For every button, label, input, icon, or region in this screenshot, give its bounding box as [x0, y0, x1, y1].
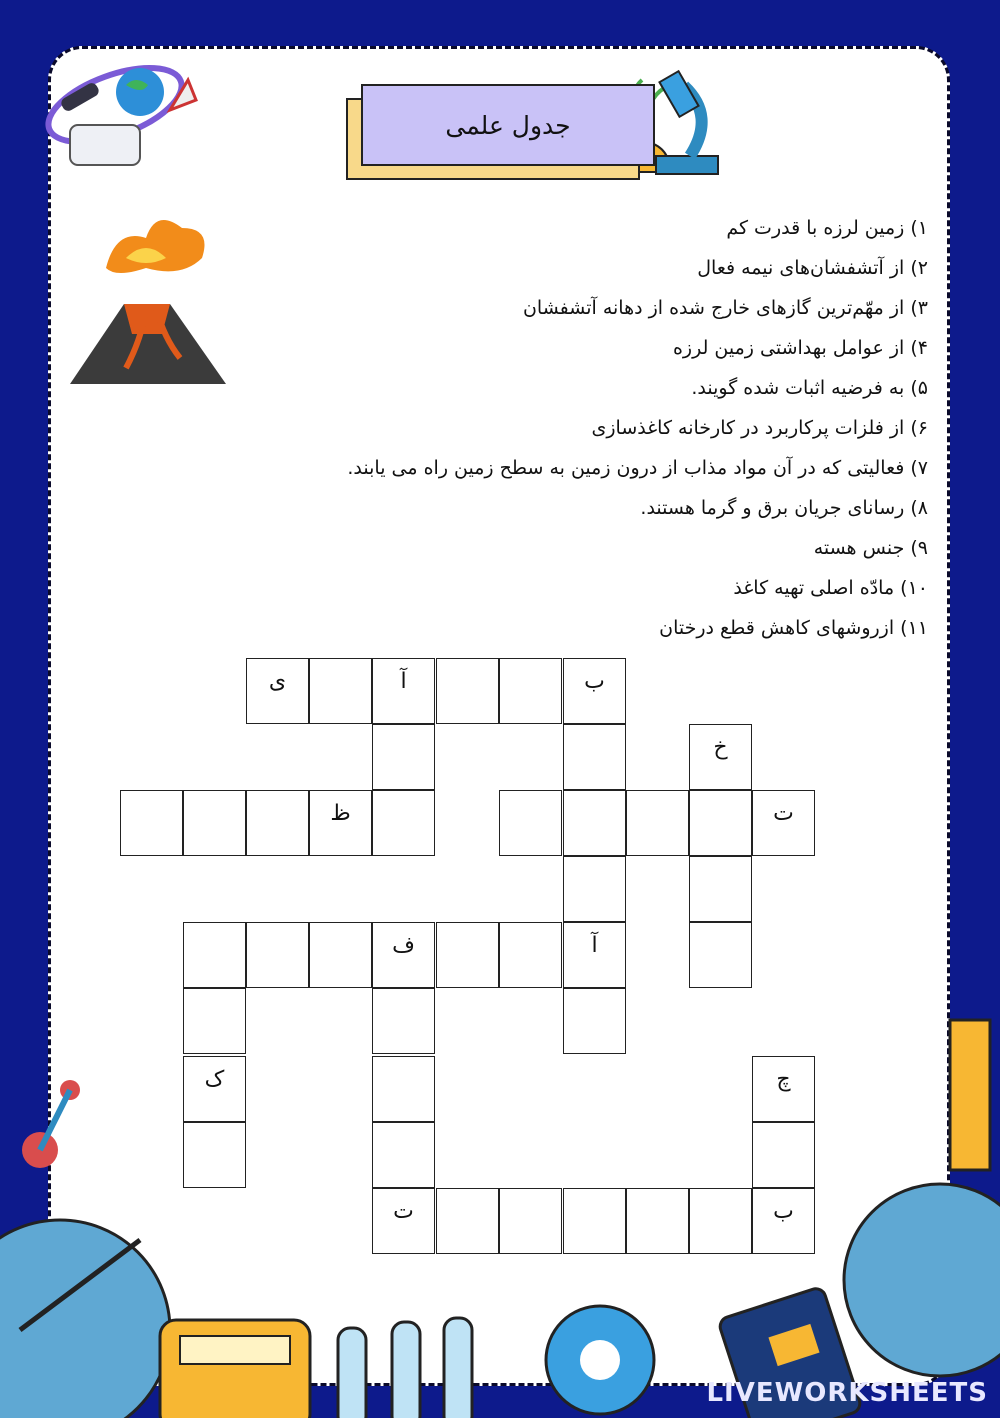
- letter-input[interactable]: [184, 989, 249, 1055]
- crossword-cell-input[interactable]: [372, 1122, 435, 1188]
- letter-input[interactable]: [564, 989, 629, 1055]
- volcano-icon: [66, 208, 230, 390]
- letter-input[interactable]: [437, 659, 502, 725]
- crossword-cell-given: [372, 658, 435, 724]
- crossword-cell-input[interactable]: [689, 856, 752, 922]
- crossword-cell-input[interactable]: [436, 658, 499, 724]
- letter-input[interactable]: [437, 923, 502, 989]
- given-letter: ف: [392, 933, 415, 958]
- crossword-cell-input[interactable]: [120, 790, 183, 856]
- crossword-cell-input[interactable]: [689, 922, 752, 988]
- crossword-cell-given: [752, 790, 815, 856]
- watermark-logo: LIVEWORKSHEETS: [706, 1378, 988, 1408]
- crossword-cell-input[interactable]: [563, 1188, 626, 1254]
- crossword-cell-input[interactable]: [626, 1188, 689, 1254]
- crossword-cell-input[interactable]: [246, 922, 309, 988]
- clue-1: ۱) زمین لرزه با قدرت کم: [726, 217, 928, 239]
- science-books-icon: [30, 30, 200, 180]
- letter-input[interactable]: [310, 659, 375, 725]
- letter-input[interactable]: [121, 791, 186, 857]
- given-letter: خ: [713, 735, 728, 760]
- letter-input[interactable]: [753, 1123, 818, 1189]
- crossword-cell-input[interactable]: [499, 658, 562, 724]
- given-letter: ظ: [330, 801, 351, 826]
- crossword-cell-input[interactable]: [183, 988, 246, 1054]
- letter-input[interactable]: [690, 1189, 755, 1255]
- clue-11: ۱۱) ازروشهای کاهش قطع درختان: [659, 617, 928, 639]
- clue-4: ۴) از عوامل بهداشتی زمین لرزه: [672, 337, 928, 359]
- letter-input[interactable]: [564, 857, 629, 923]
- letter-input[interactable]: [564, 725, 629, 791]
- given-letter: چ: [776, 1067, 791, 1092]
- letter-input[interactable]: [500, 659, 565, 725]
- crossword-cell-given: [689, 724, 752, 790]
- letter-input[interactable]: [247, 791, 312, 857]
- clue-9: ۹) جنس هسته: [813, 537, 928, 559]
- crossword-cell-given: [309, 790, 372, 856]
- letter-input[interactable]: [690, 923, 755, 989]
- given-letter: آ: [591, 933, 598, 958]
- letter-input[interactable]: [373, 1123, 438, 1189]
- letter-input[interactable]: [373, 989, 438, 1055]
- page-title: جدول علمی: [445, 110, 571, 140]
- given-letter: ت: [393, 1199, 414, 1224]
- letter-input[interactable]: [184, 923, 249, 989]
- letter-input[interactable]: [627, 1189, 692, 1255]
- given-letter: ب: [584, 669, 605, 694]
- crossword-cell-given: [752, 1056, 815, 1122]
- crossword-cell-given: [372, 1188, 435, 1254]
- crossword-cell-given: [563, 922, 626, 988]
- crossword-cell-given: [246, 658, 309, 724]
- clue-6: ۶) از فلزات پرکاربرد در کارخانه کاغذسازی: [591, 417, 928, 439]
- clue-2: ۲) از آتشفشان‌های نیمه فعال: [697, 257, 928, 279]
- crossword-cell-input[interactable]: [563, 790, 626, 856]
- crossword-cell-input[interactable]: [563, 988, 626, 1054]
- letter-input[interactable]: [373, 1057, 438, 1123]
- crossword-cell-input[interactable]: [246, 790, 309, 856]
- crossword-cell-input[interactable]: [183, 790, 246, 856]
- crossword-cell-input[interactable]: [183, 1122, 246, 1188]
- clue-5: ۵) به فرضیه اثبات شده گویند.: [691, 377, 928, 399]
- crossword-cell-input[interactable]: [689, 1188, 752, 1254]
- letter-input[interactable]: [690, 857, 755, 923]
- crossword-cell-given: [563, 658, 626, 724]
- crossword-cell-input[interactable]: [183, 922, 246, 988]
- letter-input[interactable]: [500, 791, 565, 857]
- crossword-cell-input[interactable]: [499, 922, 562, 988]
- letter-input[interactable]: [690, 791, 755, 857]
- crossword-cell-input[interactable]: [372, 724, 435, 790]
- given-letter: ی: [268, 669, 287, 694]
- letter-input[interactable]: [184, 1123, 249, 1189]
- crossword-cell-input[interactable]: [436, 922, 499, 988]
- crossword-cell-input[interactable]: [436, 1188, 499, 1254]
- crossword-cell-input[interactable]: [626, 790, 689, 856]
- clue-10: ۱۰) مادّه اصلی تهیه کاغذ: [733, 577, 928, 599]
- given-letter: آ: [400, 669, 407, 694]
- crossword-cell-input[interactable]: [372, 988, 435, 1054]
- letter-input[interactable]: [247, 923, 312, 989]
- crossword-cell-given: [183, 1056, 246, 1122]
- crossword-cell-input[interactable]: [499, 790, 562, 856]
- letter-input[interactable]: [564, 1189, 629, 1255]
- clue-7: ۷) فعالیتی که در آن مواد مذاب از درون زمین به سطح زمین راه می یابند.: [347, 457, 928, 479]
- crossword-cell-input[interactable]: [752, 1122, 815, 1188]
- crossword-cell-input[interactable]: [689, 790, 752, 856]
- letter-input[interactable]: [373, 791, 438, 857]
- clue-list: [208, 208, 928, 648]
- crossword-cell-input[interactable]: [563, 724, 626, 790]
- crossword-cell-input[interactable]: [499, 1188, 562, 1254]
- crossword-cell-given: [372, 922, 435, 988]
- title-banner: [361, 84, 655, 166]
- letter-input[interactable]: [627, 791, 692, 857]
- letter-input[interactable]: [564, 791, 629, 857]
- crossword-cell-given: [752, 1188, 815, 1254]
- letter-input[interactable]: [500, 923, 565, 989]
- clue-8: ۸) رسانای جریان برق و گرما هستند.: [640, 497, 928, 519]
- crossword-cell-input[interactable]: [309, 922, 372, 988]
- letter-input[interactable]: [184, 791, 249, 857]
- crossword-cell-input[interactable]: [563, 856, 626, 922]
- letter-input[interactable]: [500, 1189, 565, 1255]
- crossword-cell-input[interactable]: [309, 658, 372, 724]
- crossword-cell-input[interactable]: [372, 790, 435, 856]
- given-letter: ک: [204, 1067, 225, 1092]
- letter-input[interactable]: [373, 725, 438, 791]
- clue-3: ۳) از مهّم‌ترین گازهای خارج شده از دهانه آتشفشان: [522, 297, 928, 319]
- given-letter: ت: [773, 801, 794, 826]
- given-letter: ب: [773, 1199, 794, 1224]
- letter-input[interactable]: [437, 1189, 502, 1255]
- letter-input[interactable]: [310, 923, 375, 989]
- crossword-cell-input[interactable]: [372, 1056, 435, 1122]
